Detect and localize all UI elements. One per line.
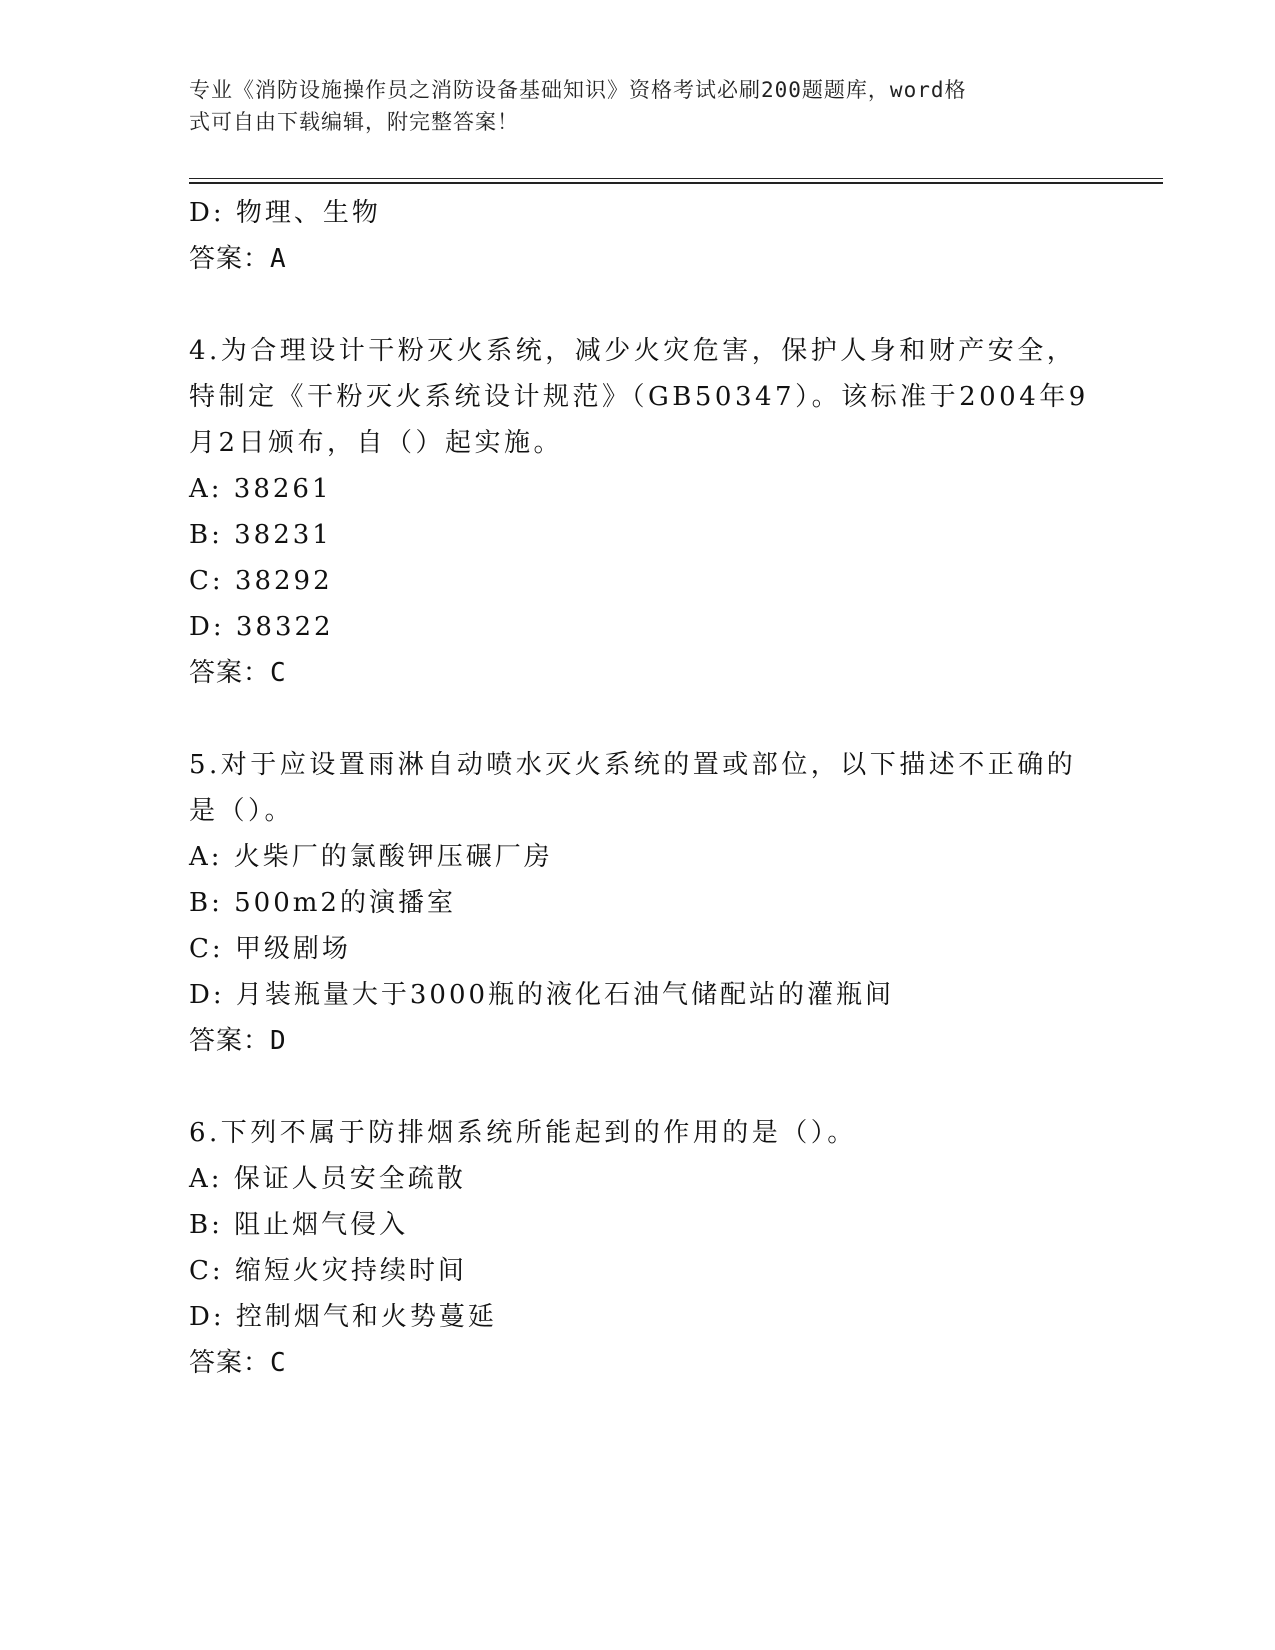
document-header xyxy=(189,74,1069,138)
question-6 xyxy=(189,1110,1129,1386)
option-c: C: 缩短火灾持续时间 xyxy=(189,1256,467,1286)
question-list xyxy=(189,190,1129,1386)
spacer xyxy=(189,1064,1129,1110)
question-line: 特制定《干粉灭火系统设计规范》（GB50347）。该标准于2004年9 xyxy=(189,382,1089,412)
option-b: B: 38231 xyxy=(189,520,332,550)
option-a: A: 保证人员安全疏散 xyxy=(189,1164,466,1194)
option-d: D: 月装瓶量大于3000瓶的液化石油气储配站的灌瓶间 xyxy=(189,980,895,1010)
question-text xyxy=(189,742,1129,834)
question-line: 5.对于应设置雨淋自动喷水灭火系统的置或部位，以下描述不正确的 xyxy=(189,750,1077,780)
question-line: 是（）。 xyxy=(189,796,295,826)
spacer xyxy=(189,282,1129,328)
option-d: D: 控制烟气和火势蔓延 xyxy=(189,1302,497,1332)
option-c: C: 38292 xyxy=(189,566,333,596)
answer-line: 答案：C xyxy=(189,658,287,688)
header-line-2: 式可自由下载编辑，附完整答案！ xyxy=(189,110,519,134)
answer-line: 答案：C xyxy=(189,1348,287,1378)
header-divider-thick xyxy=(189,182,1163,184)
question-text xyxy=(189,328,1129,466)
previous-question-tail xyxy=(189,190,1129,282)
answer-line: 答案：D xyxy=(189,1026,287,1056)
option-a: A: 38261 xyxy=(189,474,332,504)
question-line: 4.为合理设计干粉灭火系统，减少火灾危害，保护人身和财产安全， xyxy=(189,336,1077,366)
answer-line: 答案：A xyxy=(189,244,287,274)
option-c: C: 甲级剧场 xyxy=(189,934,351,964)
header-line-1: 专业《消防设施操作员之消防设备基础知识》资格考试必刷200题题库，word格 xyxy=(189,78,967,102)
option-a: A: 火柴厂的氯酸钾压碾厂房 xyxy=(189,842,553,872)
question-4 xyxy=(189,328,1129,696)
spacer xyxy=(189,696,1129,742)
header-divider-thin xyxy=(189,178,1163,179)
question-line: 6.下列不属于防排烟系统所能起到的作用的是（）。 xyxy=(189,1118,857,1148)
question-text xyxy=(189,1110,1129,1156)
question-line: 月2日颁布，自（）起实施。 xyxy=(189,428,564,458)
question-5 xyxy=(189,742,1129,1064)
option-b: B: 阻止烟气侵入 xyxy=(189,1210,409,1240)
option-b: B: 500m2的演播室 xyxy=(189,888,456,918)
option-d: D: 物理、生物 xyxy=(189,198,381,228)
option-d: D: 38322 xyxy=(189,612,334,642)
